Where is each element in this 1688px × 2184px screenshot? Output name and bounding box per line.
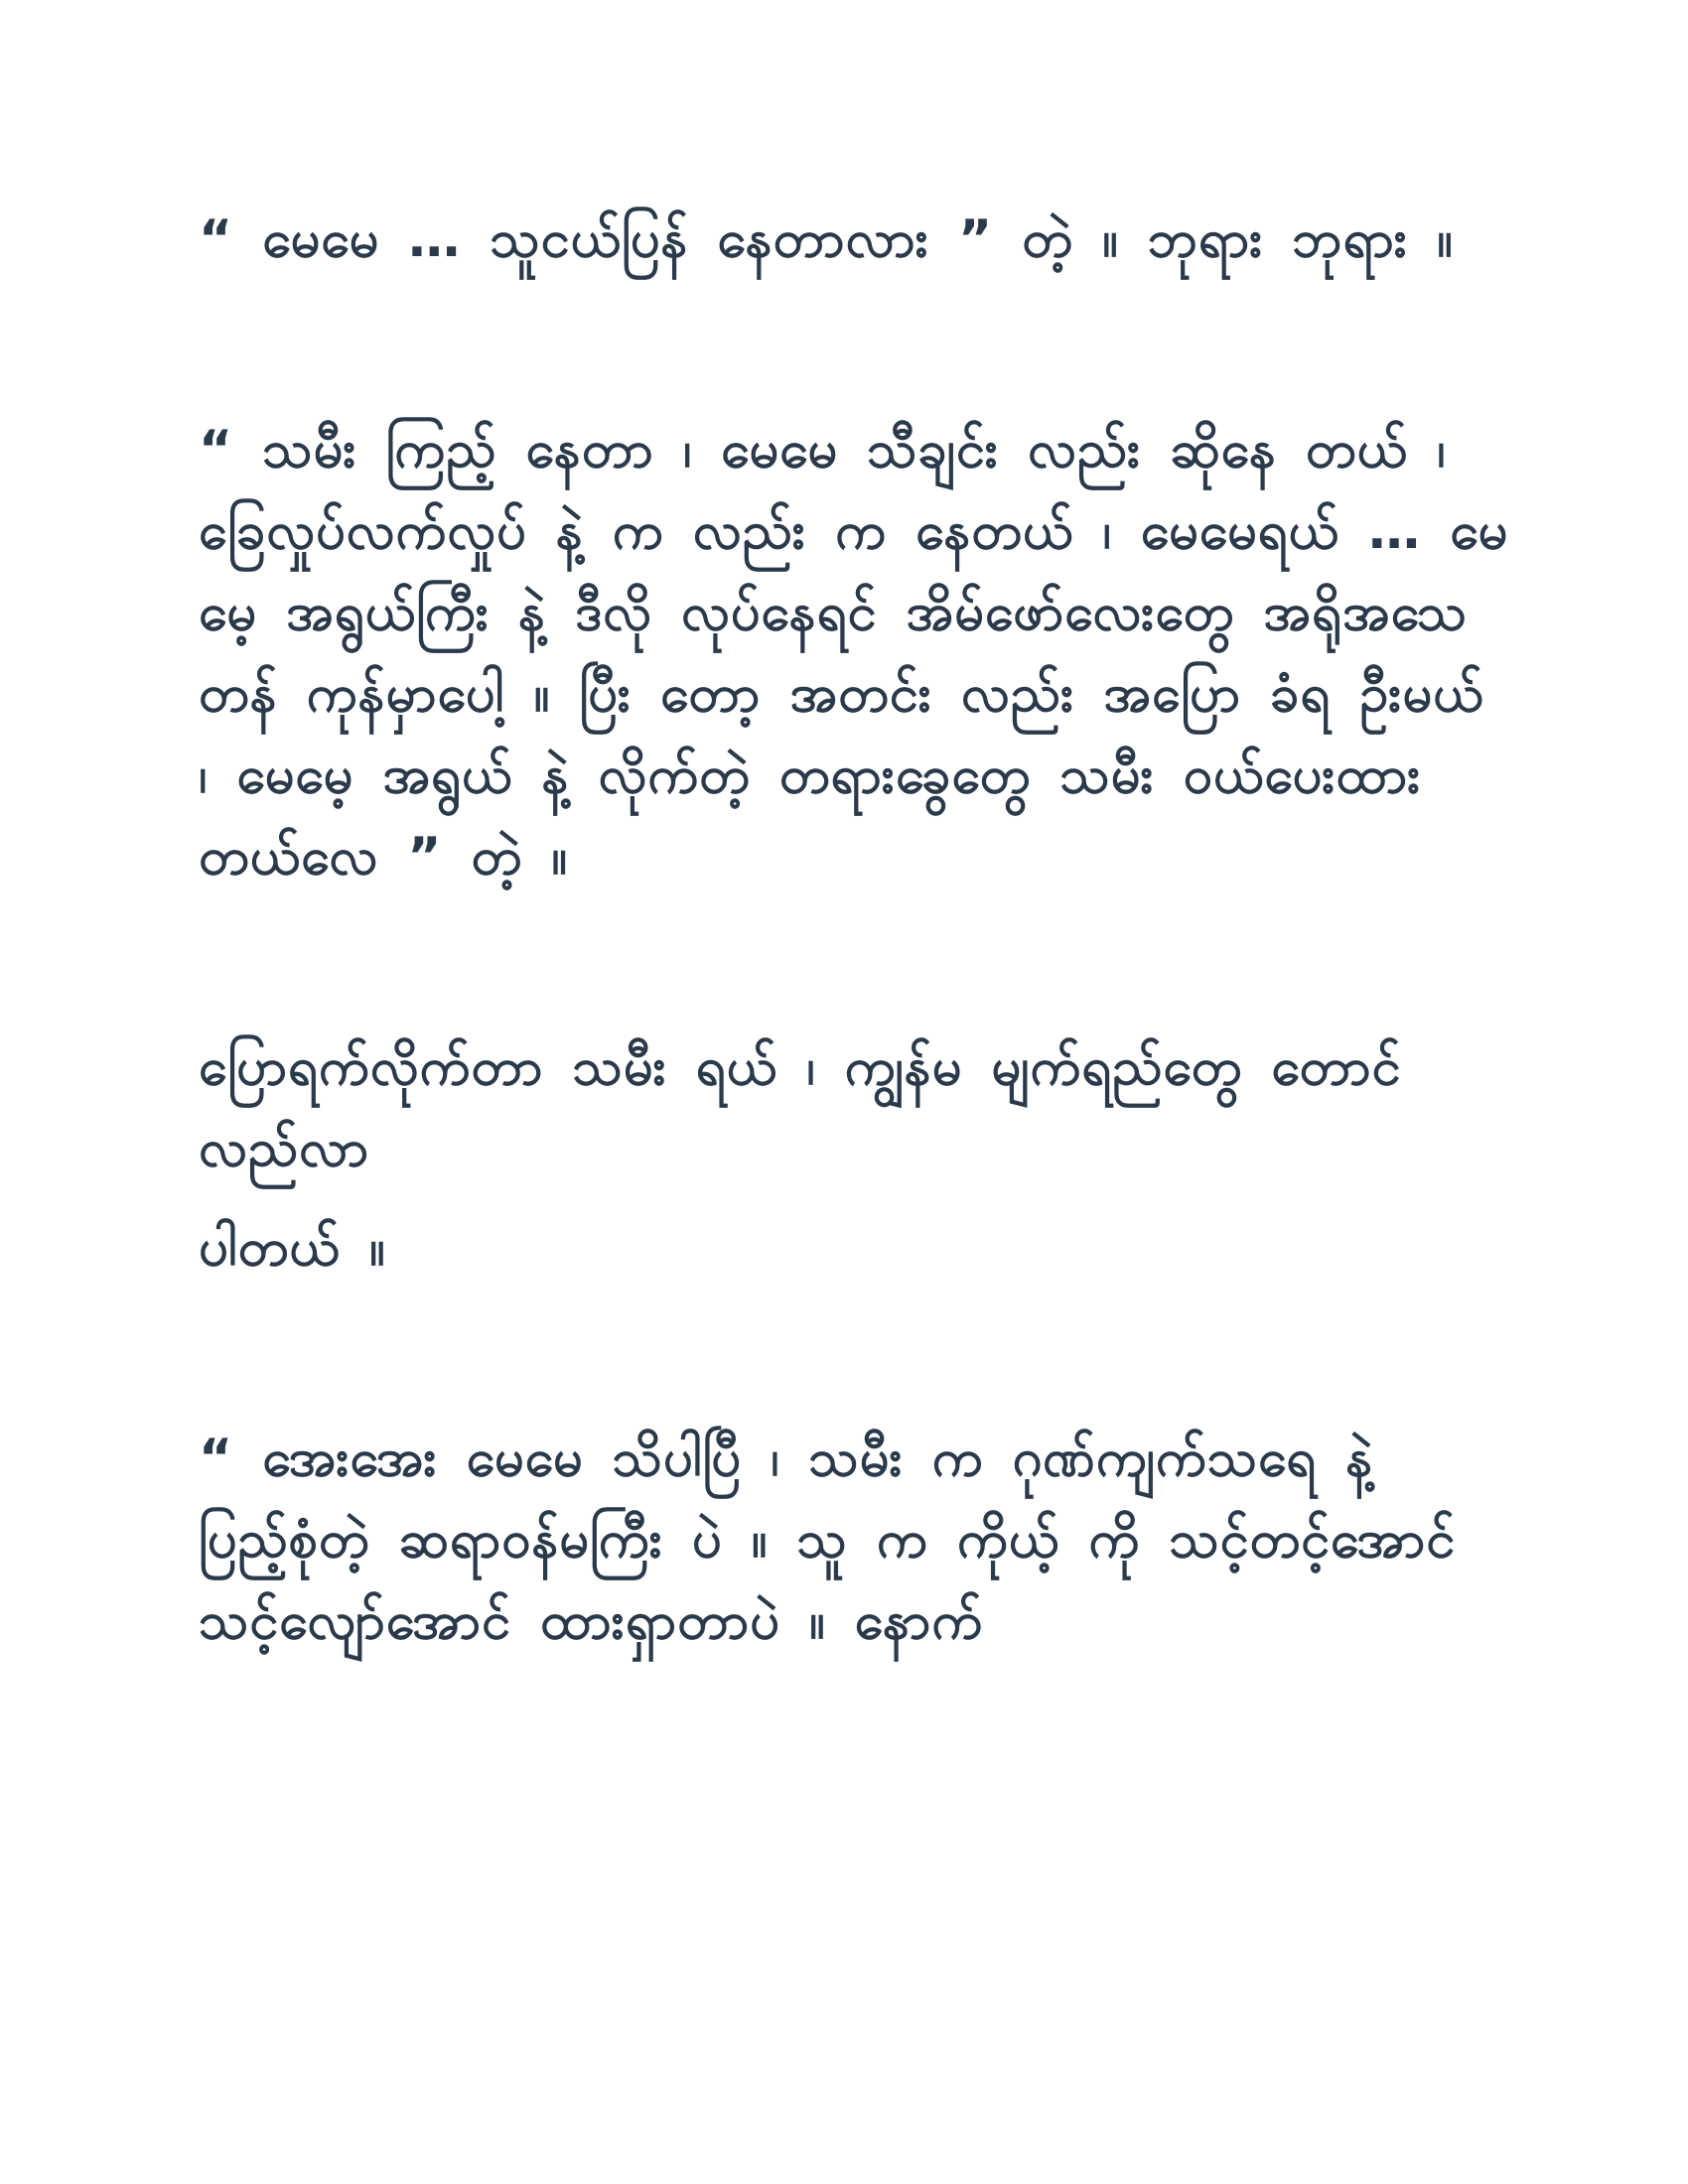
paragraph-5: “ အေးအေး မေမေ သိပါပြီ ၊ သမီး က ဂုဏ်ကျက်သရေ နဲ့ ပြည့်စုံတဲ့ ဆရာဝန်မကြီး ပဲ ။ သူ က ကိုယ့် ကို သင့်တင့်အောင် သင့်လျော်အောင် ထားရှာတာပဲ ။ နောက် [199, 1429, 1457, 1651]
paragraph-3: ပြောရက်လိုက်တာ သမီး ရယ် ၊ ကျွန်မ မျက်ရည်တွေ တောင် လည်လာ [199, 1037, 1402, 1178]
paragraph-2: “ သမီး ကြည့် နေတာ ၊ မေမေ သီချင်း လည်း ဆိုနေ တယ် ၊ ခြေလှုပ်လက်လှုပ် နဲ့ က လည်း က နေတယ် ၊ မေမေရယ် … မေမေ့ အရွယ်ကြီး နဲ့ ဒီလို လုပ်နေရင် အိမ်ဖော်လေးတွေ အရိုအသေတန် ကုန်မှာပေါ့ ။ ပြီး တော့ အတင်း လည်း အပြော ခံရ ဦးမယ် ၊ မေမေ့ အရွယ် နဲ့ လိုက်တဲ့ တရားခွေတွေ သမီး ဝယ်ပေးထား တယ်လေ ” တဲ့ ။ [199, 420, 1509, 887]
document-page [199, 199, 1509, 2085]
paragraph-1: “ မေမေ … သူငယ်ပြန် နေတာလား ” တဲ့ ။ ဘုရား ဘုရား ။ [199, 209, 1454, 269]
paragraph-4: ပါတယ် ။ [199, 1218, 386, 1278]
